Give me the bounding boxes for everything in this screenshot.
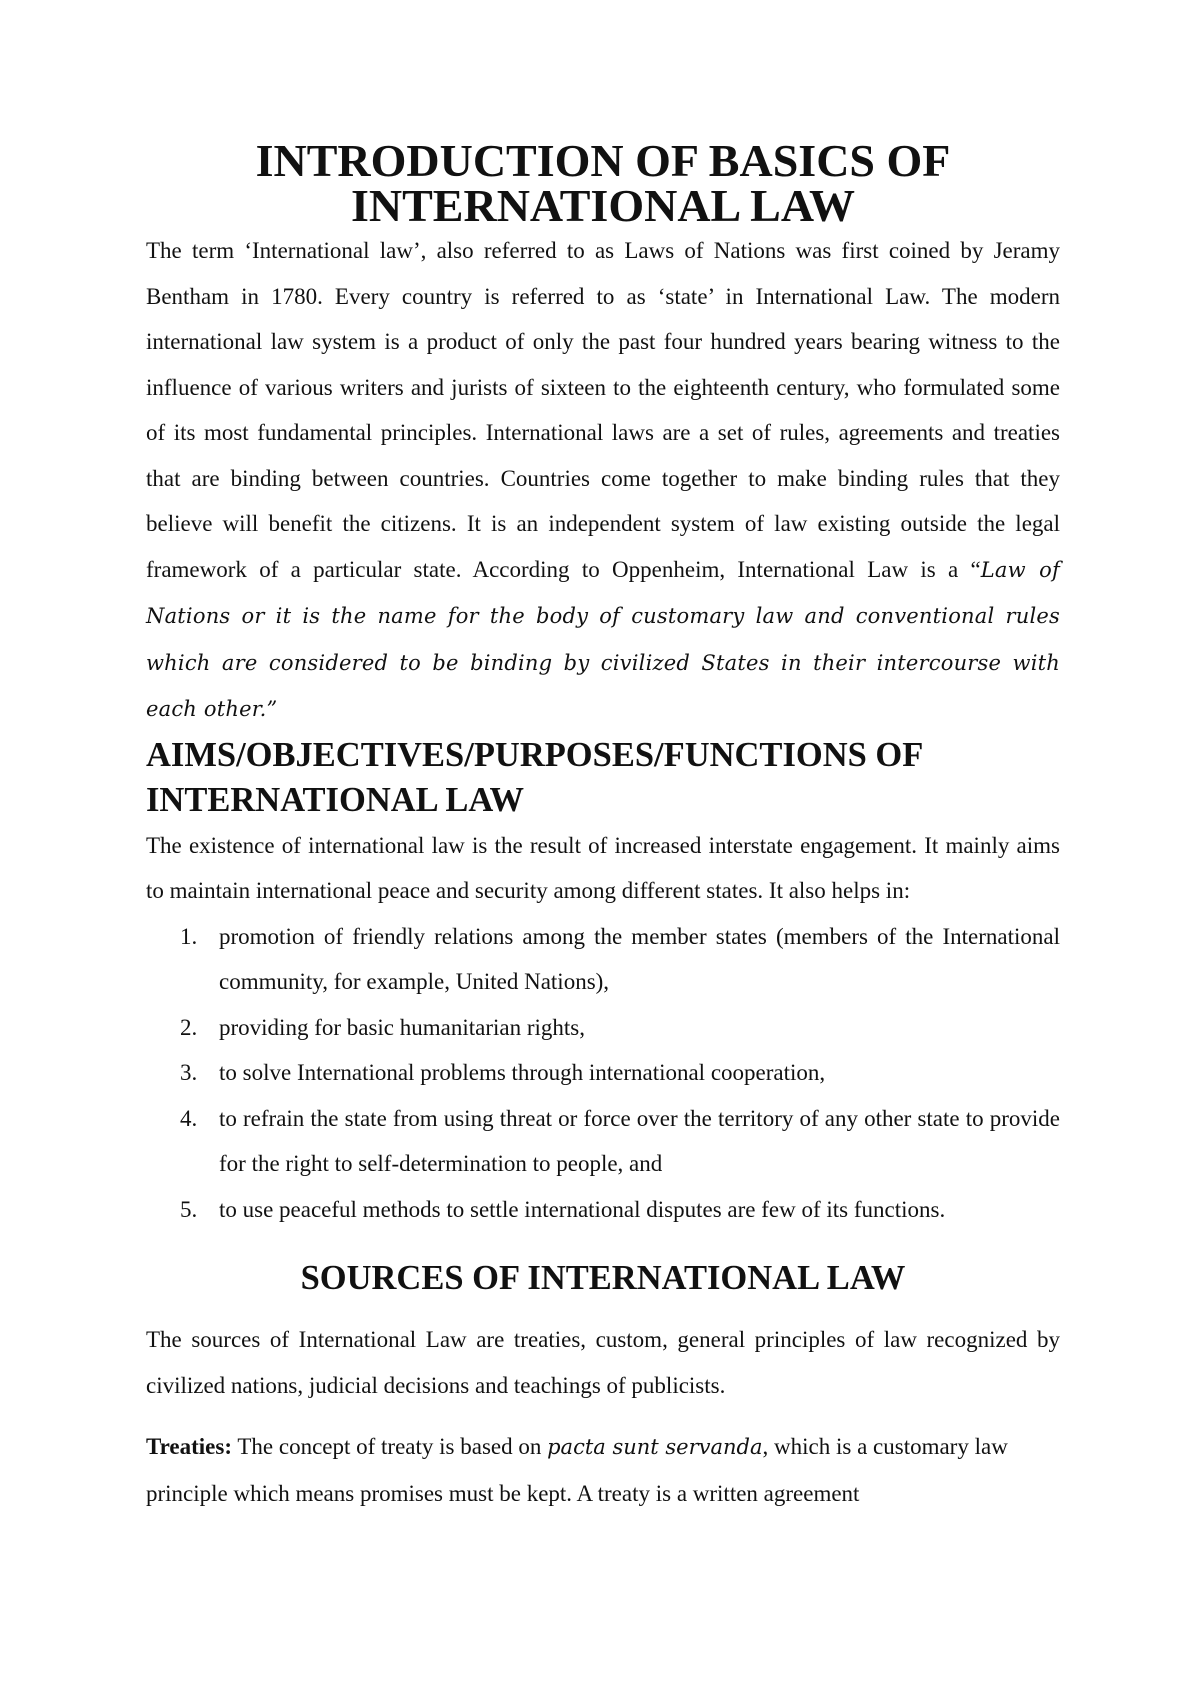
list-item-text: promotion of friendly relations among the member states (members of the International community, for example, United Nations),: [219, 923, 1060, 994]
section-spacer: [146, 1232, 1060, 1248]
intro-text: The term ‘International law’, also referred to as Laws of Nations was first coined by Jeramy Bentham in 1780. Every country is referred to as ‘state’ in International Law. The modern international law system is a product of only the past four hundred years bearing witness to the influence of various writers and jurists of sixteen to the eighteenth century, who formulated some of its most fundamental principles. International laws are a set of rules, agreements and treaties that are binding between countries. Countries come together to make binding rules that they believe will benefit the citizens. It is an independent system of law existing outside the legal framework of a particular state. According to Oppenheim, International Law is a “: [146, 238, 1060, 582]
list-item-text: providing for basic humanitarian rights,: [219, 1014, 586, 1040]
paragraph-spacer: [146, 1408, 1060, 1424]
oppenheim-quote: Law of Nations or it is the name for the body of customary law and conventional rules which are considered to be binding by civilized States in their intercourse with each other.”: [146, 557, 1060, 721]
sources-heading: SOURCES OF INTERNATIONAL LAW: [300, 1259, 906, 1297]
list-item-number: 4.: [180, 1105, 198, 1131]
list-item: [146, 1096, 1060, 1187]
list-item: [146, 1187, 1060, 1233]
aims-paragraph: The existence of international law is the result of increased interstate engagement. It mainly aims to maintain international peace and security among different states. It also helps in:: [146, 832, 1060, 903]
aims-heading: AIMS/OBJECTIVES/PURPOSES/FUNCTIONS OF INTERNATIONAL LAW: [146, 735, 923, 819]
paragraph-spacer: [146, 1301, 1060, 1317]
list-item: [146, 1050, 1060, 1096]
aims-list: [146, 914, 1060, 1233]
treaties-text-continued: , which is a customary law principle which means promises must be kept. A treaty is a written agreement: [146, 1434, 1008, 1506]
sources-paragraph: The sources of International Law are treaties, custom, general principles of law recognized by civilized nations, judicial decisions and teachings of publicists.: [146, 1327, 1060, 1398]
list-item-number: 3.: [180, 1060, 198, 1085]
intro-paragraph: [146, 228, 1060, 733]
list-item: [146, 914, 1060, 1005]
list-item-number: 1.: [180, 923, 198, 949]
treaties-term: Treaties:: [146, 1434, 233, 1459]
treaties-text: The concept of treaty is based on: [232, 1434, 548, 1459]
list-item-text: to refrain the state from using threat or force over the territory of any other state to provide for the right to self-determination to people, and: [219, 1105, 1060, 1176]
treaties-paragraph: [146, 1424, 1060, 1516]
list-item-number: 5.: [180, 1196, 198, 1222]
document-page: [146, 135, 1060, 1516]
list-item-number: 2.: [180, 1014, 198, 1040]
list-item-text: to solve International problems through international cooperation,: [219, 1060, 826, 1085]
list-item: [146, 1005, 1060, 1051]
latin-phrase: pacta sunt servanda: [547, 1435, 763, 1459]
list-item-text: to use peaceful methods to settle international disputes are few of its functions.: [219, 1196, 946, 1222]
page-title: INTRODUCTION OF BASICS OF INTERNATIONAL LAW: [255, 135, 951, 231]
